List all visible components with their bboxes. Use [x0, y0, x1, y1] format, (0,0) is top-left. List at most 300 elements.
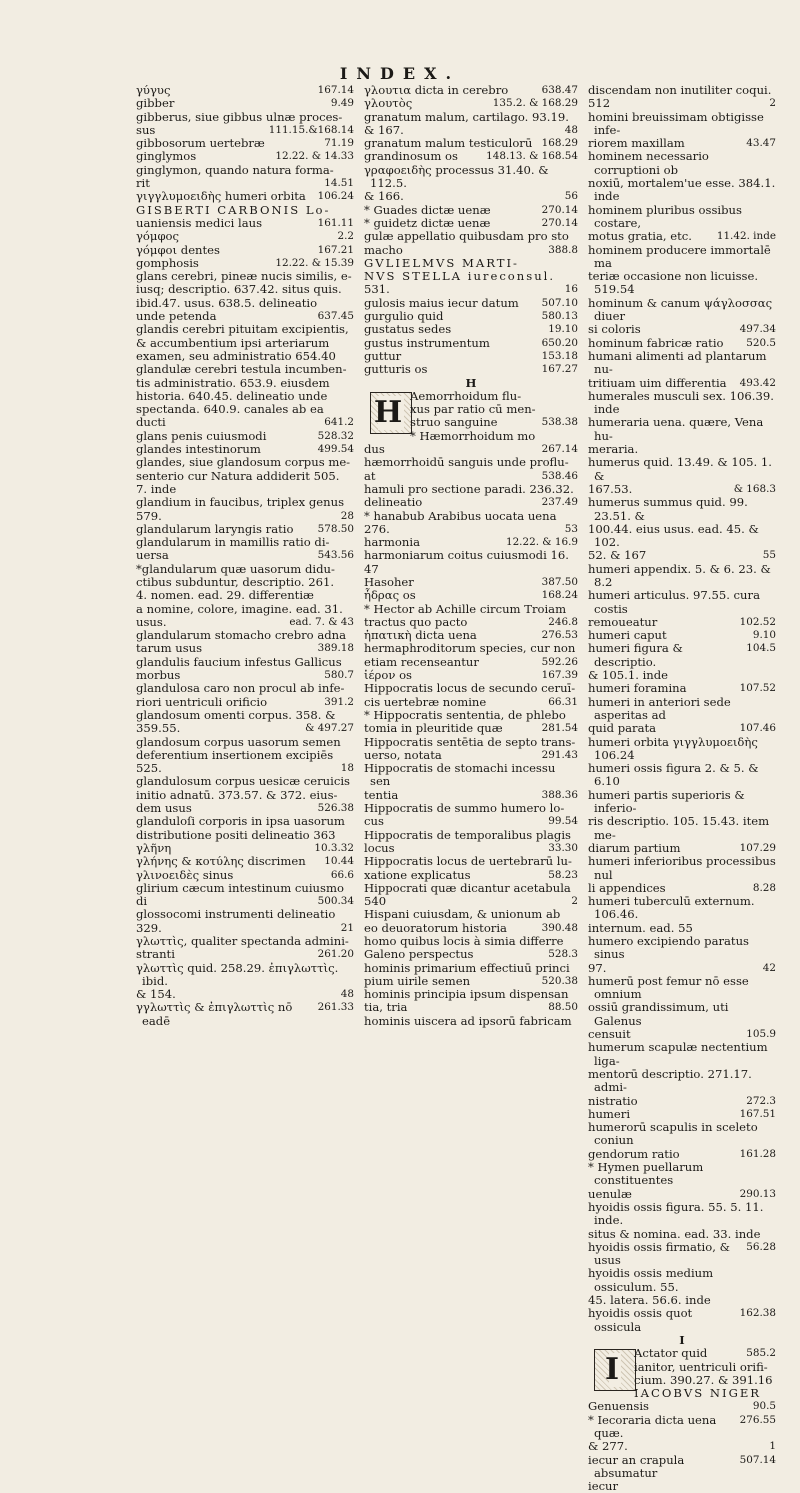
index-entry: [136, 962, 354, 989]
index-entry: [136, 244, 354, 257]
entry-text: hyoidis ossis quot ossicula: [588, 1306, 693, 1334]
index-entry: [136, 297, 354, 310]
index-entry: [136, 164, 354, 177]
index-entry: [364, 483, 578, 496]
page-reference: 246.8: [548, 615, 578, 628]
index-entry: [364, 829, 578, 842]
entry-text: sus: [136, 122, 156, 137]
section-letter: [588, 1334, 776, 1347]
entry-text: gibber: [136, 96, 175, 111]
page-reference: 592.26: [541, 655, 578, 668]
index-entry: [136, 111, 354, 124]
page-reference: 102.52: [739, 615, 776, 628]
index-entry: [136, 935, 354, 948]
entry-text: hamuli pro sectione paradi. 236.32.: [364, 481, 574, 496]
index-entry: [364, 230, 578, 243]
index-entry: [136, 270, 354, 283]
index-entry: [588, 390, 776, 417]
page-reference: 578.50: [317, 522, 354, 535]
index-entry: [364, 789, 578, 802]
index-entry: [136, 536, 354, 549]
index-entry: [364, 297, 578, 310]
entry-text: GISBERTI CARBONIS Lo-: [136, 202, 331, 217]
index-entry: [588, 1148, 776, 1161]
entry-text: granatum malum testiculorū: [364, 136, 533, 151]
entry-text: humani alimenti ad plantarum nu-: [588, 348, 767, 377]
page-reference: 14.51: [324, 177, 354, 190]
entry-text: ἡπατικὴ dicta uena: [364, 628, 477, 643]
entry-text: gustatus sedes: [364, 322, 452, 337]
index-entry: [364, 257, 578, 270]
entry-text: γραφοειδὴς processus 31.40. & 112.5.: [364, 162, 549, 191]
index-entry: [588, 789, 776, 816]
index-entry: [136, 842, 354, 855]
entry-text: ctibus subduntur, descriptio. 261.: [136, 574, 335, 589]
page-reference: 493.42: [739, 376, 776, 389]
entry-text: noxiū, mortalem'ue esse. 384.1. inde: [588, 176, 776, 204]
entry-text: glandes, siue glandosum corpus me-: [136, 455, 351, 470]
index-entry: [364, 908, 578, 921]
index-entry: [588, 1188, 776, 1201]
page-reference: 290.13: [739, 1187, 776, 1200]
index-entry: [136, 948, 354, 961]
entry-text: humerales musculi sex. 106.39. inde: [588, 388, 774, 417]
index-entry: [136, 443, 354, 456]
entry-text: humeri appendix. 5. & 6. 23. & 8.2: [588, 561, 771, 589]
page-reference: 167.21: [317, 243, 354, 256]
index-entry: [364, 869, 578, 882]
index-entry: [364, 709, 578, 722]
entry-text: humerū post femur nō esse omnium: [588, 973, 749, 1002]
page-header: INDEX.: [339, 64, 461, 83]
entry-text: cium. 390.27. & 391.16: [634, 1372, 773, 1387]
page-reference: 543.56: [317, 549, 354, 562]
index-entry: [136, 589, 354, 602]
entry-text: 359.55.: [136, 721, 181, 736]
index-entry: [136, 310, 354, 323]
entry-text: * Hæmorrhoidum mo: [410, 428, 536, 443]
page-reference: 261.20: [317, 948, 354, 961]
index-entry: [588, 1095, 776, 1108]
index-entry: [136, 696, 354, 709]
index-entry: [364, 456, 578, 469]
index-entry: [588, 177, 776, 204]
page-reference: 270.14: [541, 216, 578, 229]
entry-text: humerus summus quid. 99. 23.51. &: [588, 495, 748, 523]
page-reference: 167.51: [739, 1107, 776, 1120]
page-reference: 107.46: [739, 722, 776, 735]
entry-text: hominis primarium effectiuū princi: [364, 960, 570, 975]
index-entry: [588, 1267, 776, 1294]
index-entry: [588, 1068, 776, 1095]
page-reference: 2: [769, 97, 776, 110]
entry-text: deferentium insertionem excipiēs: [136, 747, 334, 762]
index-entry: [364, 882, 578, 895]
entry-text: nistratio: [588, 1093, 638, 1108]
entry-text: ianitor, uentriculi orifi-: [634, 1359, 768, 1374]
entry-text: ἧδρας os: [364, 588, 416, 603]
index-entry: [588, 962, 776, 975]
entry-text: dus: [364, 442, 385, 457]
entry-text: humeri ossis figura 2. & 5. & 6.10: [588, 761, 759, 789]
index-entry: [136, 656, 354, 669]
entry-text: glandosum omenti corpus. 358. &: [136, 707, 336, 722]
index-entry: [364, 283, 578, 296]
entry-text: a nomine, colore, imagine. ead. 31.: [136, 601, 343, 616]
entry-text: glans cerebri, pineæ nucis similis, e-: [136, 269, 352, 284]
entry-text: & 167.: [364, 122, 404, 137]
index-entry: [588, 1454, 776, 1481]
entry-text: γλωττὶς quid. 258.29. ἐπιγλωττὶς. ibid.: [136, 960, 339, 988]
index-entry: [588, 350, 776, 377]
page-reference: 88.50: [548, 1001, 578, 1014]
entry-text: censuit: [588, 1027, 631, 1042]
page-reference: 153.18: [541, 349, 578, 362]
entry-text: humeri figura & descriptio.: [588, 641, 683, 669]
index-entry: [588, 629, 776, 642]
entry-text: * Guades dictæ uenæ: [364, 202, 491, 217]
index-entry: [588, 922, 776, 935]
section-letter: [364, 377, 578, 390]
entry-text: gibbosorum uertebræ: [136, 136, 265, 151]
index-entry: [364, 164, 578, 191]
index-entry: [136, 815, 354, 828]
page-reference: 148.13. & 168.54: [486, 150, 578, 163]
entry-text: glandium in faucibus, triplex genus: [136, 495, 345, 510]
entry-text: riori uentriculi orificio: [136, 694, 268, 709]
page-reference: 291.43: [541, 748, 578, 761]
entry-text: ris descriptio. 105. 15.43. item me-: [588, 814, 770, 842]
entry-text: gutturis os: [364, 362, 428, 377]
index-entry: [136, 510, 354, 523]
index-entry: [136, 97, 354, 110]
index-entry: [364, 337, 578, 350]
page-reference: 267.14: [541, 443, 578, 456]
entry-text: at: [364, 468, 376, 483]
entry-text: iusq; descriptio. 637.42. situs quis.: [136, 282, 342, 297]
index-column-3: [588, 84, 776, 1493]
entry-text: γλωττὶς, qualiter spectanda admini-: [136, 934, 349, 948]
index-entry: [588, 84, 776, 97]
index-entry: [136, 682, 354, 695]
entry-text: 579.: [136, 508, 162, 523]
page-reference: 637.45: [317, 310, 354, 323]
page-reference: 497.34: [739, 323, 776, 336]
index-entry: [588, 111, 776, 138]
entry-text: * Iecoraria dicta uena quæ.: [588, 1412, 717, 1440]
page-reference: 272.3: [746, 1094, 776, 1107]
page-reference: 53: [564, 522, 578, 535]
page-reference: 48: [564, 123, 578, 136]
index-entry: [136, 736, 354, 749]
page-reference: 520.38: [541, 974, 578, 987]
entry-text: humeri inferioribus processibus nul: [588, 854, 776, 882]
page-reference: 2.2: [337, 230, 354, 243]
entry-text: Hippocratis sentētia de septo trans-: [364, 734, 576, 749]
index-entry: [364, 363, 578, 376]
index-entry: [588, 1028, 776, 1041]
entry-text: hæmorrhoidū sanguis unde proflu-: [364, 455, 569, 470]
entry-text: Hippocratis locus de secundo ceruī-: [364, 681, 576, 696]
page-reference: 276.55: [739, 1413, 776, 1426]
index-entry: [136, 762, 354, 775]
page-reference: 520.5: [746, 336, 776, 349]
index-entry: [136, 496, 354, 509]
page-reference: 48: [340, 988, 354, 1001]
entry-text: tritiuam uim differentia: [588, 375, 727, 390]
entry-text: ossiū grandissimum, uti Galenus: [588, 1000, 729, 1028]
page-reference: 12.22. & 15.39: [275, 256, 354, 269]
entry-text: 4. nomen. ead. 29. differentiæ: [136, 588, 314, 603]
index-entry: [136, 337, 354, 350]
index-entry: [364, 948, 578, 961]
index-entry: [364, 736, 578, 749]
entry-text: ἱέρον os: [364, 668, 413, 683]
index-entry: [364, 616, 578, 629]
index-entry: [136, 829, 354, 842]
page-reference: 167.39: [541, 669, 578, 682]
page-reference: 19.10: [548, 323, 578, 336]
index-entry: [588, 1201, 776, 1228]
page-reference: 528.3: [548, 948, 578, 961]
entry-text: usus.: [136, 614, 167, 629]
entry-text: si coloris: [588, 322, 641, 337]
entry-text: H: [465, 375, 477, 390]
index-entry: [364, 217, 578, 230]
entry-text: distributione positi delineatio 363: [136, 827, 336, 842]
index-entry: [364, 270, 578, 283]
page-reference: 391.2: [324, 695, 354, 708]
entry-text: humero excipiendo paratus sinus: [588, 934, 750, 962]
index-entry: [364, 1001, 578, 1014]
entry-text: rit: [136, 176, 150, 191]
index-entry: [364, 629, 578, 642]
entry-text: glandis cerebri pituitam excipientis,: [136, 322, 349, 337]
index-entry: [136, 257, 354, 270]
index-entry: [136, 283, 354, 296]
index-entry: [588, 1041, 776, 1068]
entry-text: harmonia: [364, 535, 420, 550]
index-entry: [364, 922, 578, 935]
entry-text: 329.: [136, 920, 162, 935]
page-reference: 16: [564, 283, 578, 296]
index-entry: [588, 669, 776, 682]
index-entry: [588, 1440, 776, 1453]
entry-text: teriæ occasione non licuisse. 519.54: [588, 269, 759, 297]
entry-text: & 154.: [136, 987, 176, 1002]
entry-text: humeri articulus. 97.55. cura costis: [588, 588, 760, 616]
entry-text: hominem producere immortalē ma: [588, 242, 771, 270]
page-reference: 281.54: [541, 722, 578, 735]
index-entry: [136, 483, 354, 496]
index-entry: [136, 456, 354, 469]
index-entry: [364, 802, 578, 815]
entry-text: 525.: [136, 761, 162, 776]
entry-text: gulosis maius iecur datum: [364, 295, 519, 310]
entry-text: historia. 640.45. delineatio unde: [136, 388, 328, 403]
index-entry: [588, 682, 776, 695]
page-reference: 161.28: [739, 1147, 776, 1160]
page-reference: 55: [762, 549, 776, 562]
page-reference: 500.34: [317, 895, 354, 908]
index-entry: [136, 430, 354, 443]
entry-text: glandulosum corpus uesicæ ceruicis: [136, 774, 351, 789]
page-reference: ead. 7. & 43: [289, 615, 354, 628]
entry-text: gulæ appellatio quibusdam pro sto: [364, 229, 569, 244]
entry-text: di: [136, 894, 148, 909]
entry-text: humeraria uena. quære, Vena hu-: [588, 415, 764, 443]
entry-text: senterio cur Natura addiderit 505.: [136, 468, 340, 483]
entry-text: humerorū scapulis in sceleto coniun: [588, 1120, 758, 1148]
entry-text: Actator quid: [634, 1346, 708, 1361]
entry-text: humeri in anteriori sede asperitas ad: [588, 694, 731, 722]
page-reference: 2: [571, 895, 578, 908]
index-entry: [136, 895, 354, 908]
index-entry: [364, 975, 578, 988]
entry-text: humeri partis superioris & inferio-: [588, 787, 745, 816]
entry-text: 97.: [588, 960, 607, 975]
index-entry: [588, 736, 776, 763]
index-entry: [364, 762, 578, 789]
index-entry: [136, 749, 354, 762]
page-reference: 167.27: [541, 363, 578, 376]
index-entry: [588, 975, 776, 1002]
index-entry: [136, 416, 354, 429]
index-entry: [588, 1001, 776, 1028]
index-entry: [364, 350, 578, 363]
page-reference: 162.38: [739, 1307, 776, 1320]
index-entry: [136, 789, 354, 802]
index-entry: [136, 190, 354, 203]
entry-text: hominum fabricæ ratio: [588, 335, 724, 350]
entry-text: guttur: [364, 348, 402, 363]
index-entry: [136, 523, 354, 536]
entry-text: glandes intestinorum: [136, 442, 261, 457]
page-reference: 21: [340, 921, 354, 934]
index-entry: [136, 802, 354, 815]
index-entry: [364, 842, 578, 855]
index-entry: [588, 230, 776, 243]
entry-text: locus: [364, 840, 395, 855]
index-entry: [364, 855, 578, 868]
page-reference: 99.54: [548, 815, 578, 828]
entry-text: dem usus: [136, 801, 192, 816]
index-entry: [136, 137, 354, 150]
entry-text: GVLIELMVS MARTI-: [364, 255, 519, 270]
index-entry: [136, 629, 354, 642]
index-entry: [588, 842, 776, 855]
index-entry: [588, 1241, 776, 1268]
entry-text: 540: [364, 894, 387, 909]
entry-text: & 105.1. inde: [588, 668, 669, 683]
index-entry: [136, 204, 354, 217]
index-entry: [588, 1400, 776, 1413]
entry-text: hominis principia ipsum dispensan: [364, 987, 569, 1002]
page-reference: 105.9: [746, 1028, 776, 1041]
entry-text: glanduloſi corporis in ipsa uasorum: [136, 814, 345, 829]
entry-text: unde petenda: [136, 309, 217, 324]
index-entry: [364, 536, 578, 549]
page-reference: 638.47: [541, 84, 578, 96]
index-entry: [136, 363, 354, 376]
index-entry: [588, 337, 776, 350]
index-entry: [136, 709, 354, 722]
index-entry: [588, 1414, 776, 1441]
entry-text: * Hippocratis sententia, de phlebo: [364, 707, 566, 722]
index-entry: [364, 137, 578, 150]
index-entry: [588, 204, 776, 231]
page-reference: 9.10: [752, 629, 776, 642]
index-entry: [136, 470, 354, 483]
entry-text: uerso, notata: [364, 747, 442, 762]
entry-text: * guidetz dictæ uenæ: [364, 215, 491, 230]
index-entry: [588, 815, 776, 842]
entry-text: 512: [588, 96, 611, 111]
entry-text: tomia in pleuritide quæ: [364, 721, 503, 736]
page-reference: 388.36: [541, 788, 578, 801]
index-entry: [364, 111, 578, 124]
index-entry: [588, 1108, 776, 1121]
index-entry: [364, 310, 578, 323]
index-entry: [136, 403, 354, 416]
index-entry: [364, 563, 578, 576]
entry-text: γιγγλυμοειδὴς humeri orbita: [136, 189, 306, 204]
page-reference: 66.6: [330, 868, 354, 881]
entry-text: xus par ratio cū men-: [410, 402, 536, 417]
page-reference: 107.52: [739, 682, 776, 695]
entry-text: γλῆνη: [136, 840, 172, 855]
entry-text: γόμφος: [136, 229, 180, 244]
index-entry: [136, 230, 354, 243]
index-entry: [364, 988, 578, 1001]
entry-text: motus gratia, etc.: [588, 229, 692, 244]
index-entry: [364, 589, 578, 602]
entry-text: xatione explicatus: [364, 867, 471, 882]
entry-text: initio adnatū. 373.57. & 372. eius-: [136, 787, 338, 802]
entry-text: * Hymen puellarum constituentes: [588, 1160, 704, 1188]
page-reference: 168.29: [541, 137, 578, 150]
entry-text: γλήνης & κοτύλης discrimen: [136, 854, 306, 869]
entry-text: Hasoher: [364, 574, 414, 589]
page-reference: 390.48: [541, 921, 578, 934]
entry-text: discendam non inutiliter coqui.: [588, 83, 772, 97]
page-reference: 12.22. & 14.33: [275, 150, 354, 163]
index-entry: [588, 416, 776, 443]
entry-text: γγλωττὶς & ἐπιγλωττὶς nō eadē: [136, 1000, 293, 1028]
entry-text: humerum scapulæ nectentium liga-: [588, 1040, 768, 1068]
page-reference: 56: [564, 190, 578, 203]
index-entry: [136, 642, 354, 655]
entry-text: tractus quo pacto: [364, 614, 468, 629]
entry-text: tis administratio. 653.9. eiusdem: [136, 375, 330, 390]
entry-text: IACOBVS NIGER: [634, 1386, 762, 1401]
entry-text: harmoniarum coitus cuiusmodi 16.: [364, 548, 569, 563]
index-entry: [588, 523, 776, 550]
entry-text: diarum partium: [588, 840, 681, 855]
entry-text: li appendices: [588, 880, 666, 895]
index-entry: [136, 869, 354, 882]
entry-text: homini breuissimam obtigisse infe-: [588, 109, 764, 137]
entry-text: glandosum corpus uasorum semen: [136, 734, 341, 749]
entry-text: *glandularum quæ uasorum didu-: [136, 561, 335, 576]
index-entry: [364, 323, 578, 336]
entry-text: uenulæ: [588, 1186, 632, 1201]
index-entry: [136, 217, 354, 230]
page-reference: 387.50: [541, 575, 578, 588]
entry-text: glossocomi instrumenti delineatio: [136, 907, 336, 922]
page-reference: 90.5: [752, 1400, 776, 1413]
page-reference: 111.15.&168.14: [268, 123, 354, 136]
